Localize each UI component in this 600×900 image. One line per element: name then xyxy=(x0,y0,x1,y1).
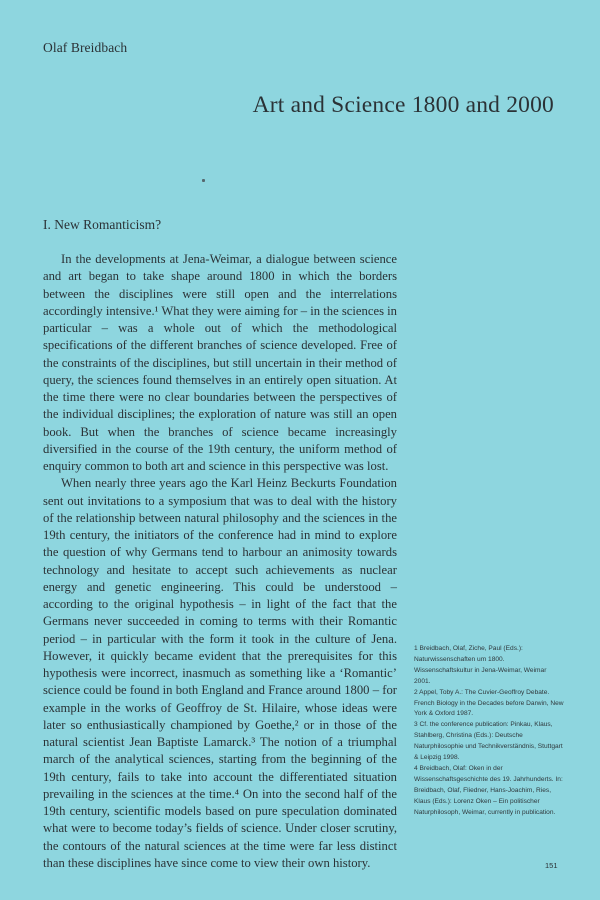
paragraph: When nearly three years ago the Karl Heinz Beckurts Foundation sent out invitations to a symposium that was to deal with the history of the relationship between natural philosophy and the sciences in the 19th century, the initiators of the conference had in mind to explore the question of why Germans tend to harbour an animosity towards technology and hesitate to accept such achievements as nuclear energy and genetic engineering. This could be understood – according to the original hypothesis – in light of the fact that the Germans never succeeded in coming to terms with their Romantic period – in particular with the form it took in the culture of Jena. However, it quickly became evident that the prerequisites for this hypothesis were incorrect, inasmuch as something like a ‘Romantic’ science could be found in both England and France around 1800 – for example in the works of Geoffroy de St. Hilaire, whose ideas were later so enthusiastically championed by Goethe,² or in those of the natural scientist Jean Baptiste Lamarck.³ The notion of a triumphal march of the analytical sciences, starting from the beginning of the 19th century, fails to take into account the differentiated situation prevailing in the sciences at the time.⁴ On into the second half of the 19th century, scientific models based on pure speculation dominated what were to become today’s fields of science. Under closer scrutiny, the contours of the natural sciences at the time were far less distinct than these disciplines have since come to view their own history. xyxy=(43,476,397,870)
page-number: 151 xyxy=(545,861,558,870)
chapter-title: Art and Science 1800 and 2000 xyxy=(252,92,554,118)
footnote: 4 Breidbach, Olaf: Oken in der Wissenschaftsgeschichte des 19. Jahrhunderts. In: Breidbach, Olaf, Fliedner, Hans-Joachim, Ries, Klaus (Eds.): Lorenz Oken – Ein politischer Naturphilosoph, Weimar, currently in publication. xyxy=(414,764,563,816)
footnote: 3 Cf. the conference publication: Pinkau, Klaus, Stahlberg, Christina (Eds.): Deutsche Naturphilosophie und Technikverständnis, Stuttgart & Leipzig 1998. xyxy=(414,721,563,762)
running-head-author: Olaf Breidbach xyxy=(43,40,128,55)
body-text xyxy=(43,251,397,872)
paragraph: In the developments at Jena-Weimar, a dialogue between science and art began to take shape around 1800 in which the borders between the disciplines were still open and the interrelations accordingly intensive.¹ What they were aiming for – in the sciences in particular – was a whole out of which the methodological specifications of the different branches of science developed. Free of the constraints of the disciplines, but still uncertain in their method of query, the sciences found themselves in an entirely open situation. At the time there were no clear boundaries between the perspectives of the individual disciplines; the exploration of nature was still an open book. But when the branches of science became increasingly diversified in the course of the 19th century, the uniform method of enquiry common to both art and science in this perspective was lost. xyxy=(43,252,397,473)
paper-speck xyxy=(202,179,205,182)
footnote: 1 Breidbach, Olaf, Ziche, Paul (Eds.): Naturwissenschaften um 1800. Wissenschaftskultur in Jena-Weimar, Weimar 2001. xyxy=(414,645,547,685)
section-heading: I. New Romanticism? xyxy=(43,217,162,232)
footnote: 2 Appel, Toby A.: The Cuvier-Geoffroy Debate. French Biology in the Decades before Darwin, New York & Oxford 1987. xyxy=(414,688,564,718)
footnotes xyxy=(414,644,564,819)
